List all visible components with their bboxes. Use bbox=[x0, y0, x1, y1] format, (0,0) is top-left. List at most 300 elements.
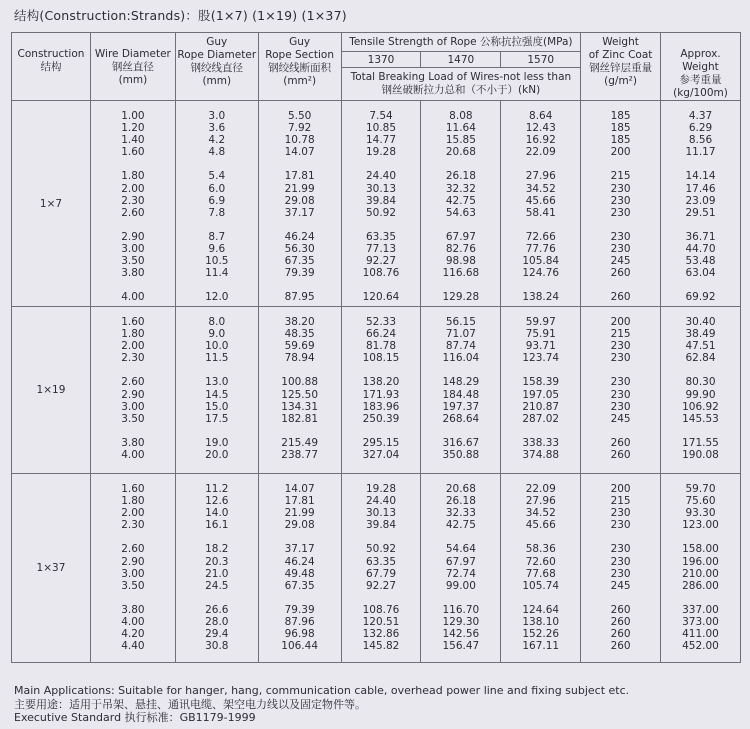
breaking-load-1370-value: 92.27 bbox=[365, 579, 397, 592]
guy-rope-diameter-value: 19.0 bbox=[205, 436, 229, 449]
header-breaking-load-cn: 钢丝破断拉力总和（不小于）(kN) bbox=[381, 84, 541, 97]
header-wire-diameter bbox=[90, 33, 175, 101]
guy-rope-section-value: 10.78 bbox=[284, 134, 315, 147]
breaking-load-1570-value: 45.66 bbox=[525, 194, 556, 207]
construction-cell: 1×37 bbox=[12, 474, 91, 663]
breaking-load-1470-value: 129.28 bbox=[442, 291, 480, 304]
breaking-load-1570-value: 287.02 bbox=[522, 412, 560, 425]
breaking-load-1470-value: 11.64 bbox=[445, 122, 476, 135]
breaking-load-1470-value: 142.56 bbox=[442, 628, 480, 641]
guy-rope-diameter-value: 26.6 bbox=[205, 603, 229, 616]
approx-weight-column-cell bbox=[661, 474, 741, 663]
breaking-load-1370-value: 39.84 bbox=[365, 194, 397, 207]
breaking-load-1370-value: 50.92 bbox=[365, 543, 397, 556]
row-spacer bbox=[581, 158, 660, 170]
breaking-load-1570-value: 210.87 bbox=[522, 400, 560, 413]
header-wire-diameter-unit: (mm) bbox=[118, 74, 148, 86]
breaking-load-1470-value: 116.70 bbox=[442, 603, 480, 616]
header-tensile-strength: Tensile Strength of Rope 公称抗拉强度(MPa) bbox=[341, 33, 581, 52]
header-approx-weight-cn: 参考重量 bbox=[679, 74, 722, 86]
row-spacer bbox=[661, 279, 740, 291]
approx-weight-column-cell bbox=[661, 307, 741, 474]
wire-diameter-value: 3.80 bbox=[121, 603, 145, 616]
approx-weight-value: 23.09 bbox=[685, 194, 716, 207]
breaking-load-1370-value: 132.86 bbox=[362, 628, 400, 641]
row-spacer bbox=[259, 364, 341, 376]
guy-rope-diameter-value: 20.3 bbox=[205, 555, 229, 568]
wire-diameter-column-cell bbox=[90, 474, 175, 663]
zinc-coat-weight-column-cell bbox=[581, 101, 661, 307]
breaking-load-1570-value: 167.11 bbox=[522, 640, 560, 653]
approx-weight-value: 123.00 bbox=[682, 519, 719, 532]
guy-rope-diameter-value: 14.0 bbox=[205, 507, 229, 520]
row-spacer bbox=[421, 531, 500, 543]
guy-rope-section-column-cell bbox=[258, 474, 341, 663]
breaking-load-1370-value: 120.64 bbox=[362, 291, 400, 304]
breaking-load-1370-value: 63.35 bbox=[365, 230, 397, 243]
zinc-coat-weight-value: 185 bbox=[610, 122, 631, 135]
row-spacer bbox=[259, 531, 341, 543]
breaking-load-1470-value: 54.64 bbox=[445, 543, 476, 556]
zinc-coat-weight-value: 200 bbox=[610, 316, 631, 328]
row-spacer bbox=[581, 425, 660, 437]
row-spacer bbox=[661, 425, 740, 437]
guy-rope-diameter-column-cell bbox=[175, 307, 258, 474]
zinc-coat-weight-value: 230 bbox=[610, 567, 631, 580]
breaking-load-1570-value: 8.64 bbox=[529, 110, 553, 122]
breaking-load-1570-value: 105.74 bbox=[522, 579, 560, 592]
wire-diameter-value: 2.90 bbox=[121, 230, 145, 243]
breaking-load-1370-value: 120.51 bbox=[362, 616, 400, 629]
construction-group-row bbox=[12, 307, 741, 474]
approx-weight-value: 99.90 bbox=[685, 388, 716, 401]
guy-rope-section-value: 182.81 bbox=[281, 412, 319, 425]
wire-diameter-value: 2.00 bbox=[121, 182, 145, 195]
breaking-load-1370-value: 63.35 bbox=[365, 555, 397, 568]
row-spacer bbox=[342, 425, 421, 437]
breaking-load-1470-value: 67.97 bbox=[445, 230, 476, 243]
approx-weight-value: 11.17 bbox=[685, 146, 716, 159]
breaking-load-1470-value: 20.68 bbox=[445, 483, 476, 495]
row-spacer bbox=[581, 219, 660, 231]
breaking-load-1570-value: 22.09 bbox=[525, 146, 556, 159]
breaking-load-1570-value: 72.60 bbox=[525, 555, 556, 568]
wire-diameter-value: 2.00 bbox=[121, 340, 145, 353]
approx-weight-value: 106.92 bbox=[682, 400, 719, 413]
header-construction-cn: 结构 bbox=[40, 61, 62, 73]
approx-weight-value: 53.48 bbox=[685, 255, 716, 268]
guy-rope-section-value: 79.39 bbox=[284, 267, 315, 280]
header-wire-diameter-cn: 钢丝直径 bbox=[111, 61, 154, 73]
breaking-load-1470-value: 87.74 bbox=[445, 340, 476, 353]
wire-diameter-value: 3.00 bbox=[121, 243, 145, 256]
row-spacer bbox=[501, 219, 580, 231]
guy-rope-diameter-value: 7.8 bbox=[208, 206, 226, 219]
breaking-load-1570-value: 59.97 bbox=[525, 316, 556, 328]
guy-rope-section-column-cell bbox=[258, 101, 341, 307]
breaking-load-1370-value: 108.15 bbox=[362, 352, 400, 365]
guy-rope-diameter-value: 9.0 bbox=[208, 328, 226, 341]
breaking-load-1470-value: 32.33 bbox=[445, 507, 476, 520]
row-spacer bbox=[176, 592, 258, 604]
zinc-coat-weight-value: 215 bbox=[610, 328, 631, 341]
zinc-coat-weight-value: 260 bbox=[610, 449, 631, 462]
approx-weight-value: 158.00 bbox=[682, 543, 719, 556]
header-zinc-coat-cn: 钢丝锌层重量 bbox=[589, 62, 653, 74]
guy-rope-section-value: 29.08 bbox=[284, 194, 315, 207]
zinc-coat-weight-column-cell bbox=[581, 474, 661, 663]
row-spacer bbox=[342, 219, 421, 231]
zinc-coat-weight-value: 260 bbox=[610, 267, 631, 280]
header-guy-rope-section-cn: 钢绞线断面积 bbox=[268, 62, 332, 74]
wire-diameter-value: 2.30 bbox=[121, 352, 145, 365]
guy-rope-diameter-value: 11.2 bbox=[205, 483, 229, 495]
guy-rope-section-value: 46.24 bbox=[284, 230, 315, 243]
notes bbox=[14, 684, 629, 725]
approx-weight-value: 8.56 bbox=[688, 134, 713, 147]
wire-diameter-value: 1.60 bbox=[121, 483, 145, 495]
row-spacer bbox=[259, 219, 341, 231]
wire-diameter-value: 4.00 bbox=[121, 616, 145, 629]
zinc-coat-weight-value: 230 bbox=[610, 555, 631, 568]
zinc-coat-weight-value: 245 bbox=[610, 412, 631, 425]
approx-weight-value: 62.84 bbox=[685, 352, 716, 365]
breaking-load-1570-value: 105.84 bbox=[522, 255, 560, 268]
guy-rope-diameter-value: 14.5 bbox=[205, 388, 229, 401]
breaking-load-1570-value: 124.64 bbox=[522, 603, 560, 616]
guy-rope-diameter-value: 11.4 bbox=[205, 267, 229, 280]
breaking-load-1570-value: 338.33 bbox=[522, 436, 560, 449]
approx-weight-value: 210.00 bbox=[682, 567, 719, 580]
breaking-load-1470-value: 8.08 bbox=[449, 110, 473, 122]
row-spacer bbox=[91, 219, 175, 231]
wire-diameter-value: 1.80 bbox=[121, 328, 145, 341]
guy-rope-section-value: 29.08 bbox=[284, 519, 315, 532]
breaking-load-1470-value: 316.67 bbox=[442, 436, 480, 449]
breaking-load-1470-value: 15.85 bbox=[445, 134, 476, 147]
guy-rope-diameter-value: 8.0 bbox=[208, 316, 226, 328]
guy-rope-section-value: 48.35 bbox=[284, 328, 315, 341]
breaking-load-1470-value: 42.75 bbox=[445, 194, 476, 207]
wire-diameter-value: 3.00 bbox=[121, 400, 145, 413]
breaking-load-1370-value: 327.04 bbox=[362, 449, 400, 462]
breaking-load-1470-value: 116.68 bbox=[442, 267, 480, 280]
breaking-load-1370-value: 66.24 bbox=[365, 328, 397, 341]
row-spacer bbox=[501, 158, 580, 170]
breaking-load-1570-value: 12.43 bbox=[525, 122, 556, 135]
zinc-coat-weight-value: 260 bbox=[610, 291, 631, 304]
guy-rope-diameter-value: 20.0 bbox=[205, 449, 229, 462]
zinc-coat-weight-value: 230 bbox=[610, 182, 631, 195]
breaking-load-1470-value: 350.88 bbox=[442, 449, 480, 462]
zinc-coat-weight-value: 200 bbox=[610, 483, 631, 495]
construction-cell: 1×19 bbox=[12, 307, 91, 474]
row-spacer bbox=[91, 158, 175, 170]
wire-diameter-value: 2.90 bbox=[121, 388, 145, 401]
approx-weight-value: 44.70 bbox=[685, 243, 716, 256]
breaking-load-1470-value: 82.76 bbox=[445, 243, 476, 256]
row-spacer bbox=[501, 364, 580, 376]
guy-rope-diameter-column-cell bbox=[175, 474, 258, 663]
breaking-load-1470-value: 197.37 bbox=[442, 400, 480, 413]
breaking-load-1570-value: 72.66 bbox=[525, 230, 556, 243]
row-spacer bbox=[176, 531, 258, 543]
breaking-load-1570-value: 16.92 bbox=[525, 134, 556, 147]
guy-rope-diameter-value: 9.6 bbox=[208, 243, 226, 256]
guy-rope-diameter-value: 3.0 bbox=[208, 110, 226, 122]
wire-diameter-value: 2.30 bbox=[121, 519, 145, 532]
breaking-load-1470-value: 72.74 bbox=[445, 567, 476, 580]
breaking-load-1570-value: 158.39 bbox=[522, 376, 560, 389]
breaking-load-1370-value: 81.78 bbox=[365, 340, 397, 353]
breaking-load-1470-column-cell bbox=[421, 474, 501, 663]
approx-weight-value: 373.00 bbox=[682, 616, 719, 629]
header-guy-rope-section-unit: (mm²) bbox=[283, 75, 317, 87]
breaking-load-1370-value: 92.27 bbox=[365, 255, 397, 268]
guy-rope-section-value: 134.31 bbox=[281, 400, 319, 413]
wire-diameter-value: 1.80 bbox=[121, 495, 145, 508]
breaking-load-1470-value: 26.18 bbox=[445, 495, 476, 508]
executive-standard: Executive Standard 执行标准：GB1179-1999 bbox=[14, 711, 256, 724]
header-guy-rope-diameter-cn: 钢绞线直径 bbox=[190, 62, 244, 74]
approx-weight-value: 190.08 bbox=[682, 449, 719, 462]
row-spacer bbox=[91, 531, 175, 543]
page-title: 结构(Construction:Strands)：股(1×7) (1×19) (1×37) bbox=[14, 8, 347, 23]
breaking-load-1570-column-cell bbox=[501, 307, 581, 474]
row-spacer bbox=[421, 592, 500, 604]
breaking-load-1570-value: 77.68 bbox=[525, 567, 556, 580]
main-applications-en: Main Applications: Suitable for hanger, hang, communication cable, overhead power line and fixing subject etc. bbox=[14, 684, 630, 697]
approx-weight-value: 6.29 bbox=[688, 122, 713, 135]
breaking-load-1470-value: 129.30 bbox=[442, 616, 480, 629]
breaking-load-1470-value: 99.00 bbox=[445, 579, 476, 592]
guy-rope-diameter-value: 30.8 bbox=[205, 640, 229, 653]
row-spacer bbox=[421, 158, 500, 170]
row-spacer bbox=[91, 592, 175, 604]
guy-rope-diameter-value: 10.5 bbox=[205, 255, 229, 268]
guy-rope-section-value: 37.17 bbox=[284, 206, 315, 219]
wire-diameter-value: 4.00 bbox=[121, 449, 145, 462]
zinc-coat-weight-value: 245 bbox=[610, 255, 631, 268]
zinc-coat-weight-value: 215 bbox=[610, 170, 631, 183]
approx-weight-column-cell bbox=[661, 101, 741, 307]
approx-weight-value: 286.00 bbox=[682, 579, 719, 592]
header-guy-rope-diameter-l2: Rope Diameter bbox=[177, 49, 257, 61]
guy-rope-section-value: 14.07 bbox=[284, 146, 315, 159]
breaking-load-1570-value: 45.66 bbox=[525, 519, 556, 532]
construction-group-row bbox=[12, 101, 741, 307]
row-spacer bbox=[581, 531, 660, 543]
breaking-load-1370-value: 250.39 bbox=[362, 412, 400, 425]
guy-rope-section-column-cell bbox=[258, 307, 341, 474]
breaking-load-1370-value: 10.85 bbox=[365, 122, 397, 135]
zinc-coat-weight-value: 185 bbox=[610, 110, 631, 122]
approx-weight-value: 4.37 bbox=[688, 110, 713, 122]
guy-rope-diameter-value: 4.2 bbox=[208, 134, 226, 147]
guy-rope-section-value: 7.92 bbox=[287, 122, 312, 135]
breaking-load-1470-column-cell bbox=[421, 307, 501, 474]
row-spacer bbox=[501, 531, 580, 543]
guy-rope-section-value: 37.17 bbox=[284, 543, 315, 556]
breaking-load-1470-value: 20.68 bbox=[445, 146, 476, 159]
breaking-load-1570-value: 152.26 bbox=[522, 628, 560, 641]
guy-rope-section-value: 79.39 bbox=[284, 603, 315, 616]
breaking-load-1570-value: 197.05 bbox=[522, 388, 560, 401]
zinc-coat-weight-value: 230 bbox=[610, 352, 631, 365]
zinc-coat-weight-value: 230 bbox=[610, 243, 631, 256]
zinc-coat-weight-value: 185 bbox=[610, 134, 631, 147]
row-spacer bbox=[661, 531, 740, 543]
guy-rope-section-value: 38.20 bbox=[284, 316, 315, 328]
zinc-coat-weight-value: 230 bbox=[610, 340, 631, 353]
zinc-coat-weight-column-cell bbox=[581, 307, 661, 474]
construction-cell: 1×7 bbox=[12, 101, 91, 307]
guy-rope-section-value: 49.48 bbox=[284, 567, 315, 580]
approx-weight-value: 38.49 bbox=[685, 328, 716, 341]
row-spacer bbox=[581, 592, 660, 604]
guy-rope-section-value: 106.44 bbox=[281, 640, 319, 653]
row-spacer bbox=[421, 425, 500, 437]
row-spacer bbox=[581, 364, 660, 376]
header-zinc-coat-unit: (g/m²) bbox=[604, 75, 637, 87]
breaking-load-1470-value: 71.07 bbox=[445, 328, 476, 341]
header-zinc-coat-l1: Weight bbox=[602, 36, 639, 48]
row-spacer bbox=[91, 279, 175, 291]
guy-rope-diameter-value: 18.2 bbox=[205, 543, 229, 556]
breaking-load-1570-value: 58.36 bbox=[525, 543, 556, 556]
approx-weight-value: 80.30 bbox=[685, 376, 716, 389]
header-construction bbox=[12, 33, 91, 101]
breaking-load-1370-value: 7.54 bbox=[369, 110, 393, 122]
guy-rope-section-value: 59.69 bbox=[284, 340, 315, 353]
row-spacer bbox=[661, 364, 740, 376]
breaking-load-1570-column-cell bbox=[501, 474, 581, 663]
row-spacer bbox=[259, 425, 341, 437]
breaking-load-1570-value: 138.24 bbox=[522, 291, 560, 304]
breaking-load-1370-column-cell bbox=[341, 101, 421, 307]
approx-weight-value: 36.71 bbox=[685, 230, 716, 243]
wire-diameter-value: 2.60 bbox=[121, 543, 145, 556]
guy-rope-diameter-column-cell bbox=[175, 101, 258, 307]
wire-diameter-value: 3.50 bbox=[121, 412, 145, 425]
approx-weight-value: 171.55 bbox=[682, 436, 719, 449]
guy-rope-diameter-value: 13.0 bbox=[205, 376, 229, 389]
guy-rope-diameter-value: 16.1 bbox=[205, 519, 229, 532]
wire-diameter-value: 2.60 bbox=[121, 206, 145, 219]
breaking-load-1470-value: 67.97 bbox=[445, 555, 476, 568]
breaking-load-1470-value: 116.04 bbox=[442, 352, 480, 365]
guy-rope-diameter-value: 6.0 bbox=[208, 182, 226, 195]
guy-rope-diameter-value: 15.0 bbox=[205, 400, 229, 413]
breaking-load-1470-value: 42.75 bbox=[445, 519, 476, 532]
wire-diameter-value: 3.80 bbox=[121, 267, 145, 280]
approx-weight-value: 93.30 bbox=[685, 507, 716, 520]
guy-rope-section-value: 56.30 bbox=[284, 243, 315, 256]
breaking-load-1370-value: 138.20 bbox=[362, 376, 400, 389]
zinc-coat-weight-value: 230 bbox=[610, 376, 631, 389]
guy-rope-diameter-value: 5.4 bbox=[208, 170, 226, 183]
approx-weight-value: 47.51 bbox=[685, 340, 716, 353]
guy-rope-diameter-value: 24.5 bbox=[205, 579, 229, 592]
row-spacer bbox=[176, 279, 258, 291]
breaking-load-1370-value: 14.77 bbox=[365, 134, 397, 147]
guy-rope-section-value: 125.50 bbox=[281, 388, 319, 401]
row-spacer bbox=[661, 219, 740, 231]
tensile-grade-1470: 1470 bbox=[421, 52, 501, 68]
row-spacer bbox=[91, 364, 175, 376]
guy-rope-section-value: 96.98 bbox=[284, 628, 315, 641]
zinc-coat-weight-value: 230 bbox=[610, 507, 631, 520]
approx-weight-value: 30.40 bbox=[685, 316, 716, 328]
row-spacer bbox=[176, 158, 258, 170]
row-spacer bbox=[501, 592, 580, 604]
breaking-load-1370-value: 108.76 bbox=[362, 267, 400, 280]
guy-rope-section-value: 14.07 bbox=[284, 483, 315, 495]
zinc-coat-weight-value: 230 bbox=[610, 388, 631, 401]
guy-rope-section-value: 5.50 bbox=[287, 110, 312, 122]
header-approx-weight-en: Approx. Weight bbox=[680, 48, 721, 73]
row-spacer bbox=[661, 592, 740, 604]
breaking-load-1370-value: 67.79 bbox=[365, 567, 397, 580]
wire-diameter-value: 4.20 bbox=[121, 628, 145, 641]
approx-weight-value: 14.14 bbox=[685, 170, 716, 183]
breaking-load-1470-value: 32.32 bbox=[445, 182, 476, 195]
row-spacer bbox=[259, 592, 341, 604]
guy-rope-section-value: 46.24 bbox=[284, 555, 315, 568]
zinc-coat-weight-value: 260 bbox=[610, 628, 631, 641]
breaking-load-1370-value: 171.93 bbox=[362, 388, 400, 401]
approx-weight-value: 196.00 bbox=[682, 555, 719, 568]
breaking-load-1570-value: 77.76 bbox=[525, 243, 556, 256]
breaking-load-1570-value: 34.52 bbox=[525, 507, 556, 520]
row-spacer bbox=[421, 219, 500, 231]
guy-rope-section-value: 238.77 bbox=[281, 449, 319, 462]
zinc-coat-weight-value: 230 bbox=[610, 206, 631, 219]
row-spacer bbox=[259, 279, 341, 291]
guy-rope-section-value: 17.81 bbox=[284, 495, 315, 508]
row-spacer bbox=[501, 425, 580, 437]
guy-rope-diameter-value: 21.0 bbox=[205, 567, 229, 580]
breaking-load-1570-value: 374.88 bbox=[522, 449, 560, 462]
guy-rope-section-value: 100.88 bbox=[281, 376, 319, 389]
wire-diameter-value: 1.00 bbox=[121, 110, 145, 122]
approx-weight-value: 29.51 bbox=[685, 206, 716, 219]
zinc-coat-weight-value: 260 bbox=[610, 616, 631, 629]
row-spacer bbox=[501, 279, 580, 291]
guy-rope-section-value: 21.99 bbox=[284, 182, 315, 195]
wire-diameter-value: 2.00 bbox=[121, 507, 145, 520]
row-spacer bbox=[661, 158, 740, 170]
zinc-coat-weight-value: 230 bbox=[610, 519, 631, 532]
approx-weight-value: 63.04 bbox=[685, 267, 716, 280]
breaking-load-1570-value: 27.96 bbox=[525, 495, 556, 508]
approx-weight-value: 411.00 bbox=[682, 628, 719, 641]
breaking-load-1370-value: 39.84 bbox=[365, 519, 397, 532]
zinc-coat-weight-value: 200 bbox=[610, 146, 631, 159]
wire-diameter-value: 4.00 bbox=[121, 291, 145, 304]
breaking-load-1370-value: 183.96 bbox=[362, 400, 400, 413]
row-spacer bbox=[342, 364, 421, 376]
breaking-load-1370-value: 295.15 bbox=[362, 436, 400, 449]
breaking-load-1570-value: 58.41 bbox=[525, 206, 556, 219]
breaking-load-1470-value: 54.63 bbox=[445, 206, 476, 219]
row-spacer bbox=[176, 364, 258, 376]
wire-diameter-column-cell bbox=[90, 307, 175, 474]
zinc-coat-weight-value: 260 bbox=[610, 436, 631, 449]
guy-rope-section-value: 17.81 bbox=[284, 170, 315, 183]
breaking-load-1370-value: 52.33 bbox=[365, 316, 397, 328]
wire-diameter-value: 3.50 bbox=[121, 255, 145, 268]
